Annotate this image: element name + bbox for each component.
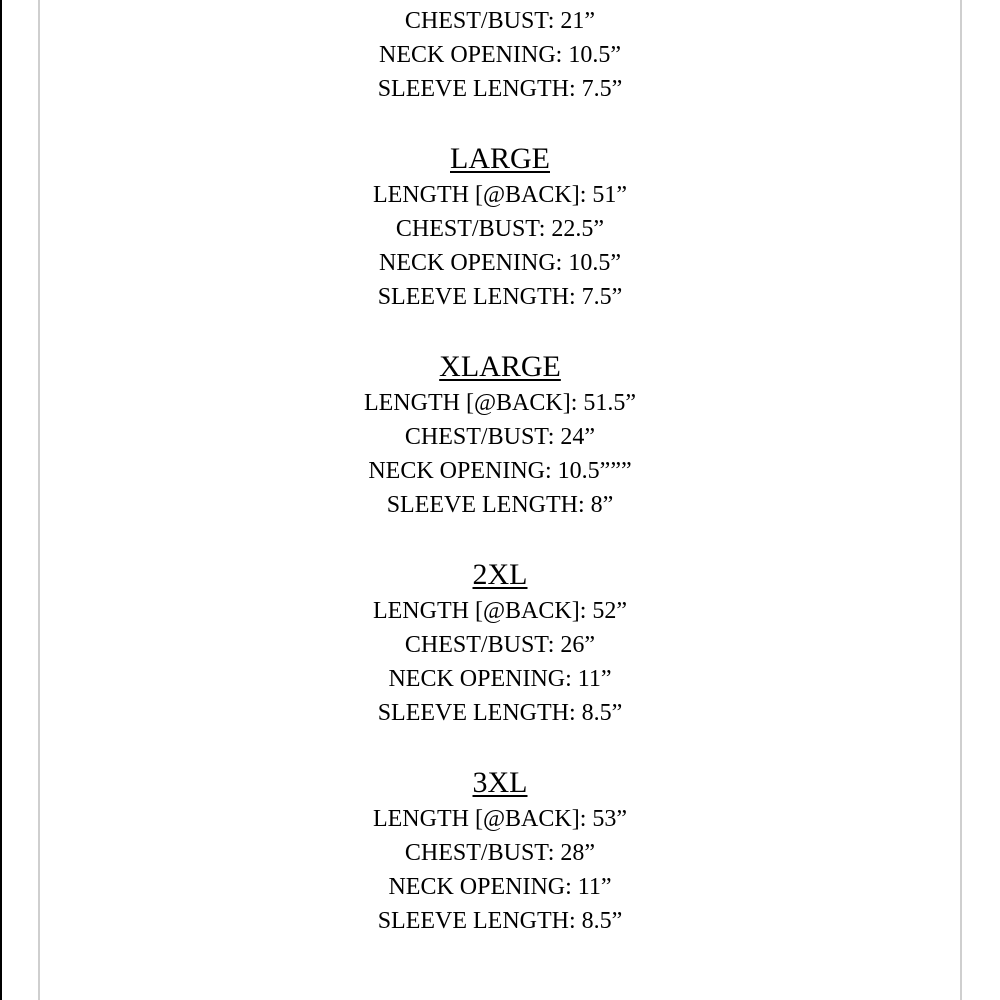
spec-line-chest: CHEST/BUST: 24” <box>404 424 596 450</box>
size-heading-large: LARGE <box>450 142 550 175</box>
spec-line-chest: CHEST/BUST: 22.5” <box>395 216 605 242</box>
spec-line-sleeve: SLEEVE LENGTH: 7.5” <box>377 76 623 102</box>
spec-line-neck: NECK OPENING: 11” <box>388 874 612 900</box>
spec-line-neck: NECK OPENING: 10.5” <box>379 42 621 68</box>
size-heading-3xl: 3XL <box>472 766 528 799</box>
window-edge <box>0 0 2 1000</box>
spec-line-length: LENGTH [@BACK]: 53” <box>372 806 628 832</box>
spec-line-chest: CHEST/BUST: 26” <box>404 632 596 658</box>
spec-line-chest: CHEST/BUST: 21” <box>404 8 596 34</box>
page-border-right <box>960 0 962 1000</box>
spec-line-neck: NECK OPENING: 11” <box>388 666 612 692</box>
spec-line-sleeve: SLEEVE LENGTH: 8.5” <box>377 700 623 726</box>
document-page <box>40 0 960 1000</box>
size-heading-2xl: 2XL <box>472 558 528 591</box>
spec-line-sleeve: SLEEVE LENGTH: 8.5” <box>377 908 623 934</box>
spec-line-neck: NECK OPENING: 10.5” <box>379 250 621 276</box>
spec-line-chest: CHEST/BUST: 28” <box>404 840 596 866</box>
spec-line-sleeve: SLEEVE LENGTH: 8” <box>386 492 614 518</box>
spec-line-length: LENGTH [@BACK]: 51.5” <box>363 390 637 416</box>
size-heading-xlarge: XLARGE <box>439 350 561 383</box>
spec-line-neck: NECK OPENING: 10.5””” <box>368 458 632 484</box>
spec-line-sleeve: SLEEVE LENGTH: 7.5” <box>377 284 623 310</box>
spec-line-length: LENGTH [@BACK]: 51” <box>372 182 628 208</box>
spec-line-length: LENGTH [@BACK]: 52” <box>372 598 628 624</box>
